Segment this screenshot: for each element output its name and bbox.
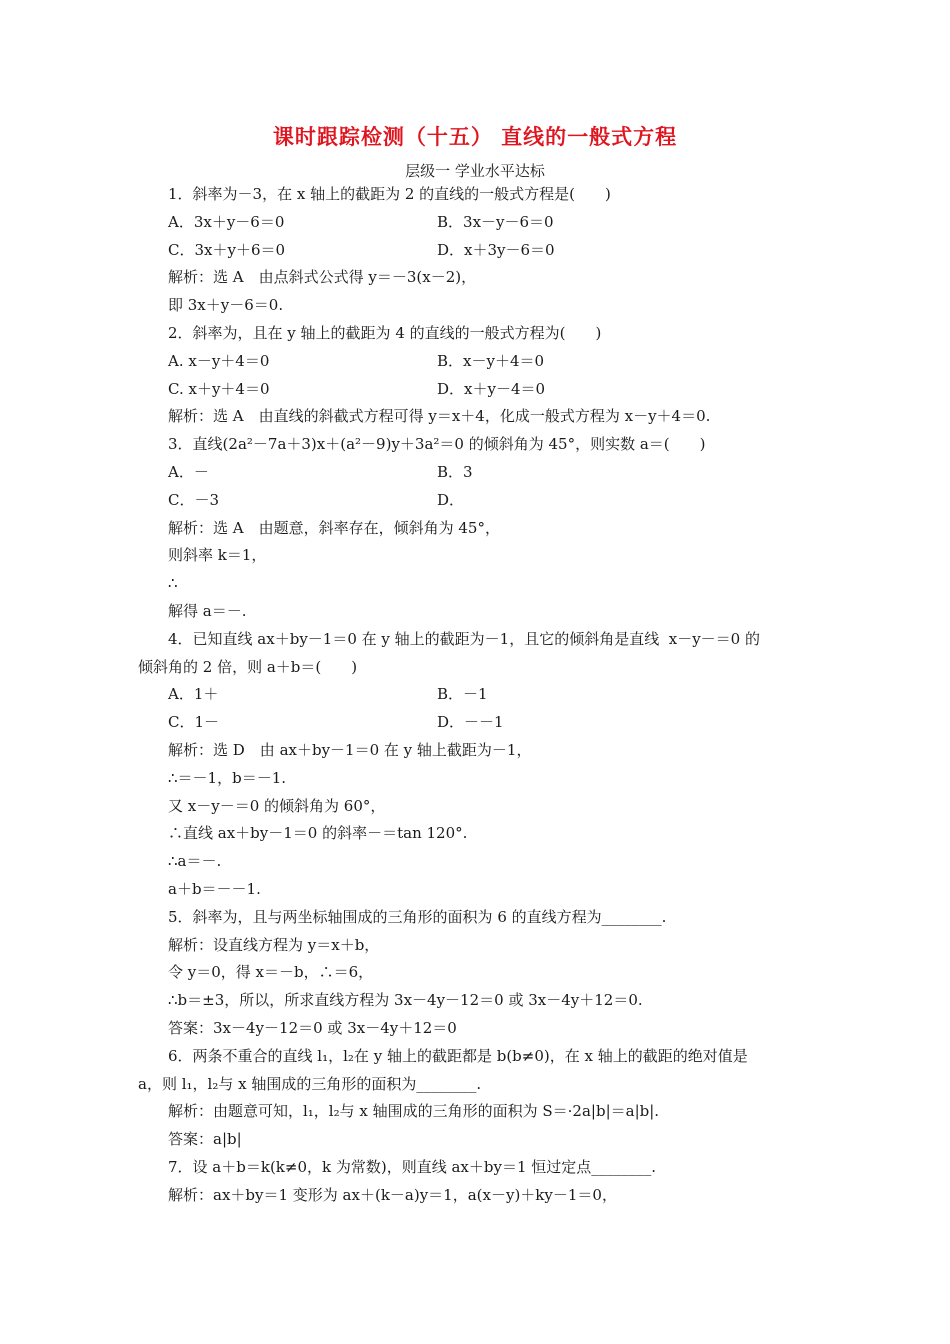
option-right: B．3x－y－6＝0 bbox=[437, 213, 554, 231]
text-line: 答案：a|b| bbox=[168, 1130, 242, 1148]
text-line: 答案：3x－4y－12＝0 或 3x－4y＋12＝0 bbox=[168, 1019, 457, 1037]
text-line: 则斜率 k＝1， bbox=[168, 546, 267, 564]
text-line: 即 3x＋y－6＝0. bbox=[168, 296, 284, 314]
text-line: 又 x－y－＝0 的倾斜角为 60°， bbox=[168, 797, 386, 815]
option-right: B．x－y＋4＝0 bbox=[437, 352, 545, 370]
text-line: 3．直线(2a²－7a＋3)x＋(a²－9)y＋3a²＝0 的倾斜角为 45°，则实数 a＝( ) bbox=[168, 435, 706, 453]
text-line: ∴＝－1，b＝－1. bbox=[168, 769, 287, 787]
text-line: 解析：选 A 由题意，斜率存在，倾斜角为 45°， bbox=[168, 519, 500, 537]
option-left: C．1－ bbox=[168, 713, 220, 731]
text-line: 解析：ax＋by＝1 变形为 ax＋(k－a)y＝1，a(x－y)＋ky－1＝0， bbox=[168, 1186, 617, 1204]
option-right: D．x＋3y－6＝0 bbox=[437, 241, 555, 259]
option-right: D．－－1 bbox=[437, 713, 504, 731]
text-line: 解析：选 D 由 ax＋by－1＝0 在 y 轴上截距为－1， bbox=[168, 741, 532, 759]
text-line: 解析：选 A 由直线的斜截式方程可得 y＝x＋4，化成一般式方程为 x－y＋4＝0. bbox=[168, 407, 711, 425]
text-line: 5．斜率为，且与两坐标轴围成的三角形的面积为 6 的直线方程为________. bbox=[168, 908, 667, 926]
option-right: B．3 bbox=[437, 463, 473, 481]
text-line: ∴a＝－. bbox=[168, 852, 222, 870]
text-line: 6．两条不重合的直线 l₁，l₂在 y 轴上的截距都是 b(b≠0)，在 x 轴上的截距的绝对值是 bbox=[168, 1047, 748, 1065]
text-line: 2．斜率为，且在 y 轴上的截距为 4 的直线的一般式方程为( ) bbox=[168, 324, 602, 342]
text-line: 解得 a＝－. bbox=[168, 602, 247, 620]
text-line: ∴b＝±3，所以，所求直线方程为 3x－4y－12＝0 或 3x－4y＋12＝0. bbox=[168, 991, 643, 1009]
text-line: ∴ bbox=[168, 574, 178, 592]
section-subtitle: 层级一 学业水平达标 bbox=[405, 162, 545, 180]
option-right: B．－1 bbox=[437, 685, 488, 703]
text-line: 7．设 a＋b＝k(k≠0，k 为常数)，则直线 ax＋by＝1 恒过定点________. bbox=[168, 1158, 657, 1176]
text-line: a＋b＝－－1. bbox=[168, 880, 261, 898]
text-line: 1．斜率为－3，在 x 轴上的截距为 2 的直线的一般式方程是( ) bbox=[168, 185, 611, 203]
text-line: 4．已知直线 ax＋by－1＝0 在 y 轴上的截距为－1，且它的倾斜角是直线 x－y－＝0 的 bbox=[168, 630, 760, 648]
page-title: 课时跟踪检测（十五） 直线的一般式方程 bbox=[272, 125, 678, 149]
option-left: C．3x＋y＋6＝0 bbox=[168, 241, 286, 259]
text-line: 解析：选 A 由点斜式公式得 y＝－3(x－2)， bbox=[168, 268, 477, 286]
option-left: A．－ bbox=[168, 463, 209, 481]
text-line: 解析：由题意可知，l₁，l₂与 x 轴围成的三角形的面积为 S＝·2a|b|＝a|b|. bbox=[168, 1102, 660, 1120]
text-line: 解析：设直线方程为 y＝x＋b， bbox=[168, 936, 380, 954]
option-left: A. x－y＋4＝0 bbox=[168, 352, 270, 370]
text-line: 令 y＝0，得 x＝－b，∴＝6， bbox=[168, 963, 374, 981]
option-right: D．x＋y－4＝0 bbox=[437, 380, 546, 398]
option-left: A．3x＋y－6＝0 bbox=[168, 213, 285, 231]
text-line: 倾斜角的 2 倍，则 a＋b＝( ) bbox=[138, 658, 358, 676]
option-left: A．1＋ bbox=[168, 685, 219, 703]
option-left: C．－3 bbox=[168, 491, 220, 509]
text-line: a，则 l₁，l₂与 x 轴围成的三角形的面积为________. bbox=[138, 1075, 482, 1093]
option-left: C. x＋y＋4＝0 bbox=[168, 380, 270, 398]
option-right: D． bbox=[437, 491, 465, 509]
text-line: ∴直线 ax＋by－1＝0 的斜率－＝tan 120°. bbox=[168, 824, 468, 842]
